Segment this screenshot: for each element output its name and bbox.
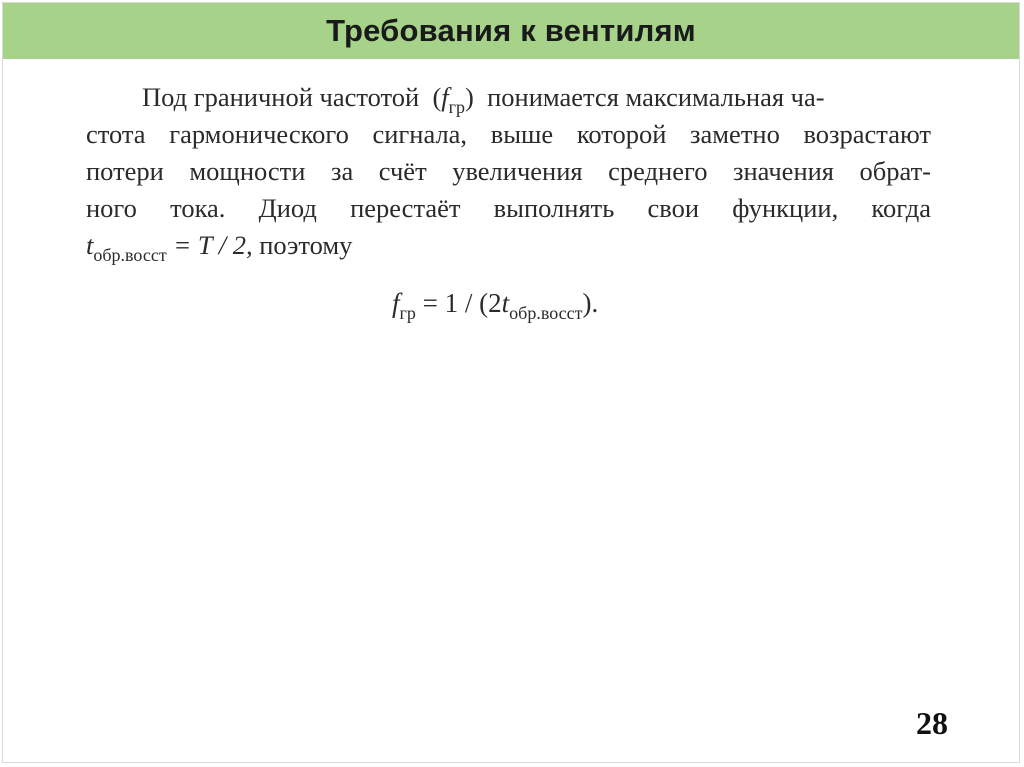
formula-rhs-symbol: t (501, 288, 510, 318)
paragraph-line-4: ного тока. Диод перестаёт выполнять свои функции, когда (86, 193, 931, 223)
formula-lhs-symbol: f (392, 288, 400, 318)
title-bar (3, 3, 1019, 59)
slide-title: Требования к вентилям (326, 13, 696, 48)
line1-text-after: понимается максимальная ча- (487, 82, 825, 112)
recovery-time-expression: = T / 2, (166, 230, 253, 260)
formula-rhs-subscript: обр.восст (509, 303, 583, 323)
recovery-time-symbol: t (86, 230, 94, 260)
line5-text-after: поэтому (259, 230, 353, 260)
paragraph-line-5 (86, 227, 931, 264)
frequency-subscript: гр (448, 97, 466, 117)
body-paragraph (86, 79, 931, 264)
formula-equals-part: = 1 / (2 (415, 288, 502, 318)
line1-paren-close: ) (465, 82, 474, 112)
page-number: 28 (916, 705, 948, 741)
paragraph-line-2: стота гармонического сигнала, выше которой заметно возрастают (86, 119, 931, 149)
formula-lhs-subscript: гр (399, 303, 416, 323)
frequency-symbol: f (441, 82, 449, 112)
paragraph-line-3: потери мощности за счёт увеличения среднего значения обрат- (86, 156, 931, 186)
paragraph-line-1 (86, 79, 931, 116)
cutoff-frequency-formula (392, 285, 598, 322)
line1-paren-open: ( (432, 82, 442, 112)
formula-closing: ). (582, 288, 599, 318)
recovery-time-subscript: обр.восст (93, 245, 167, 265)
line1-text-before: Под граничной частотой (142, 82, 420, 112)
